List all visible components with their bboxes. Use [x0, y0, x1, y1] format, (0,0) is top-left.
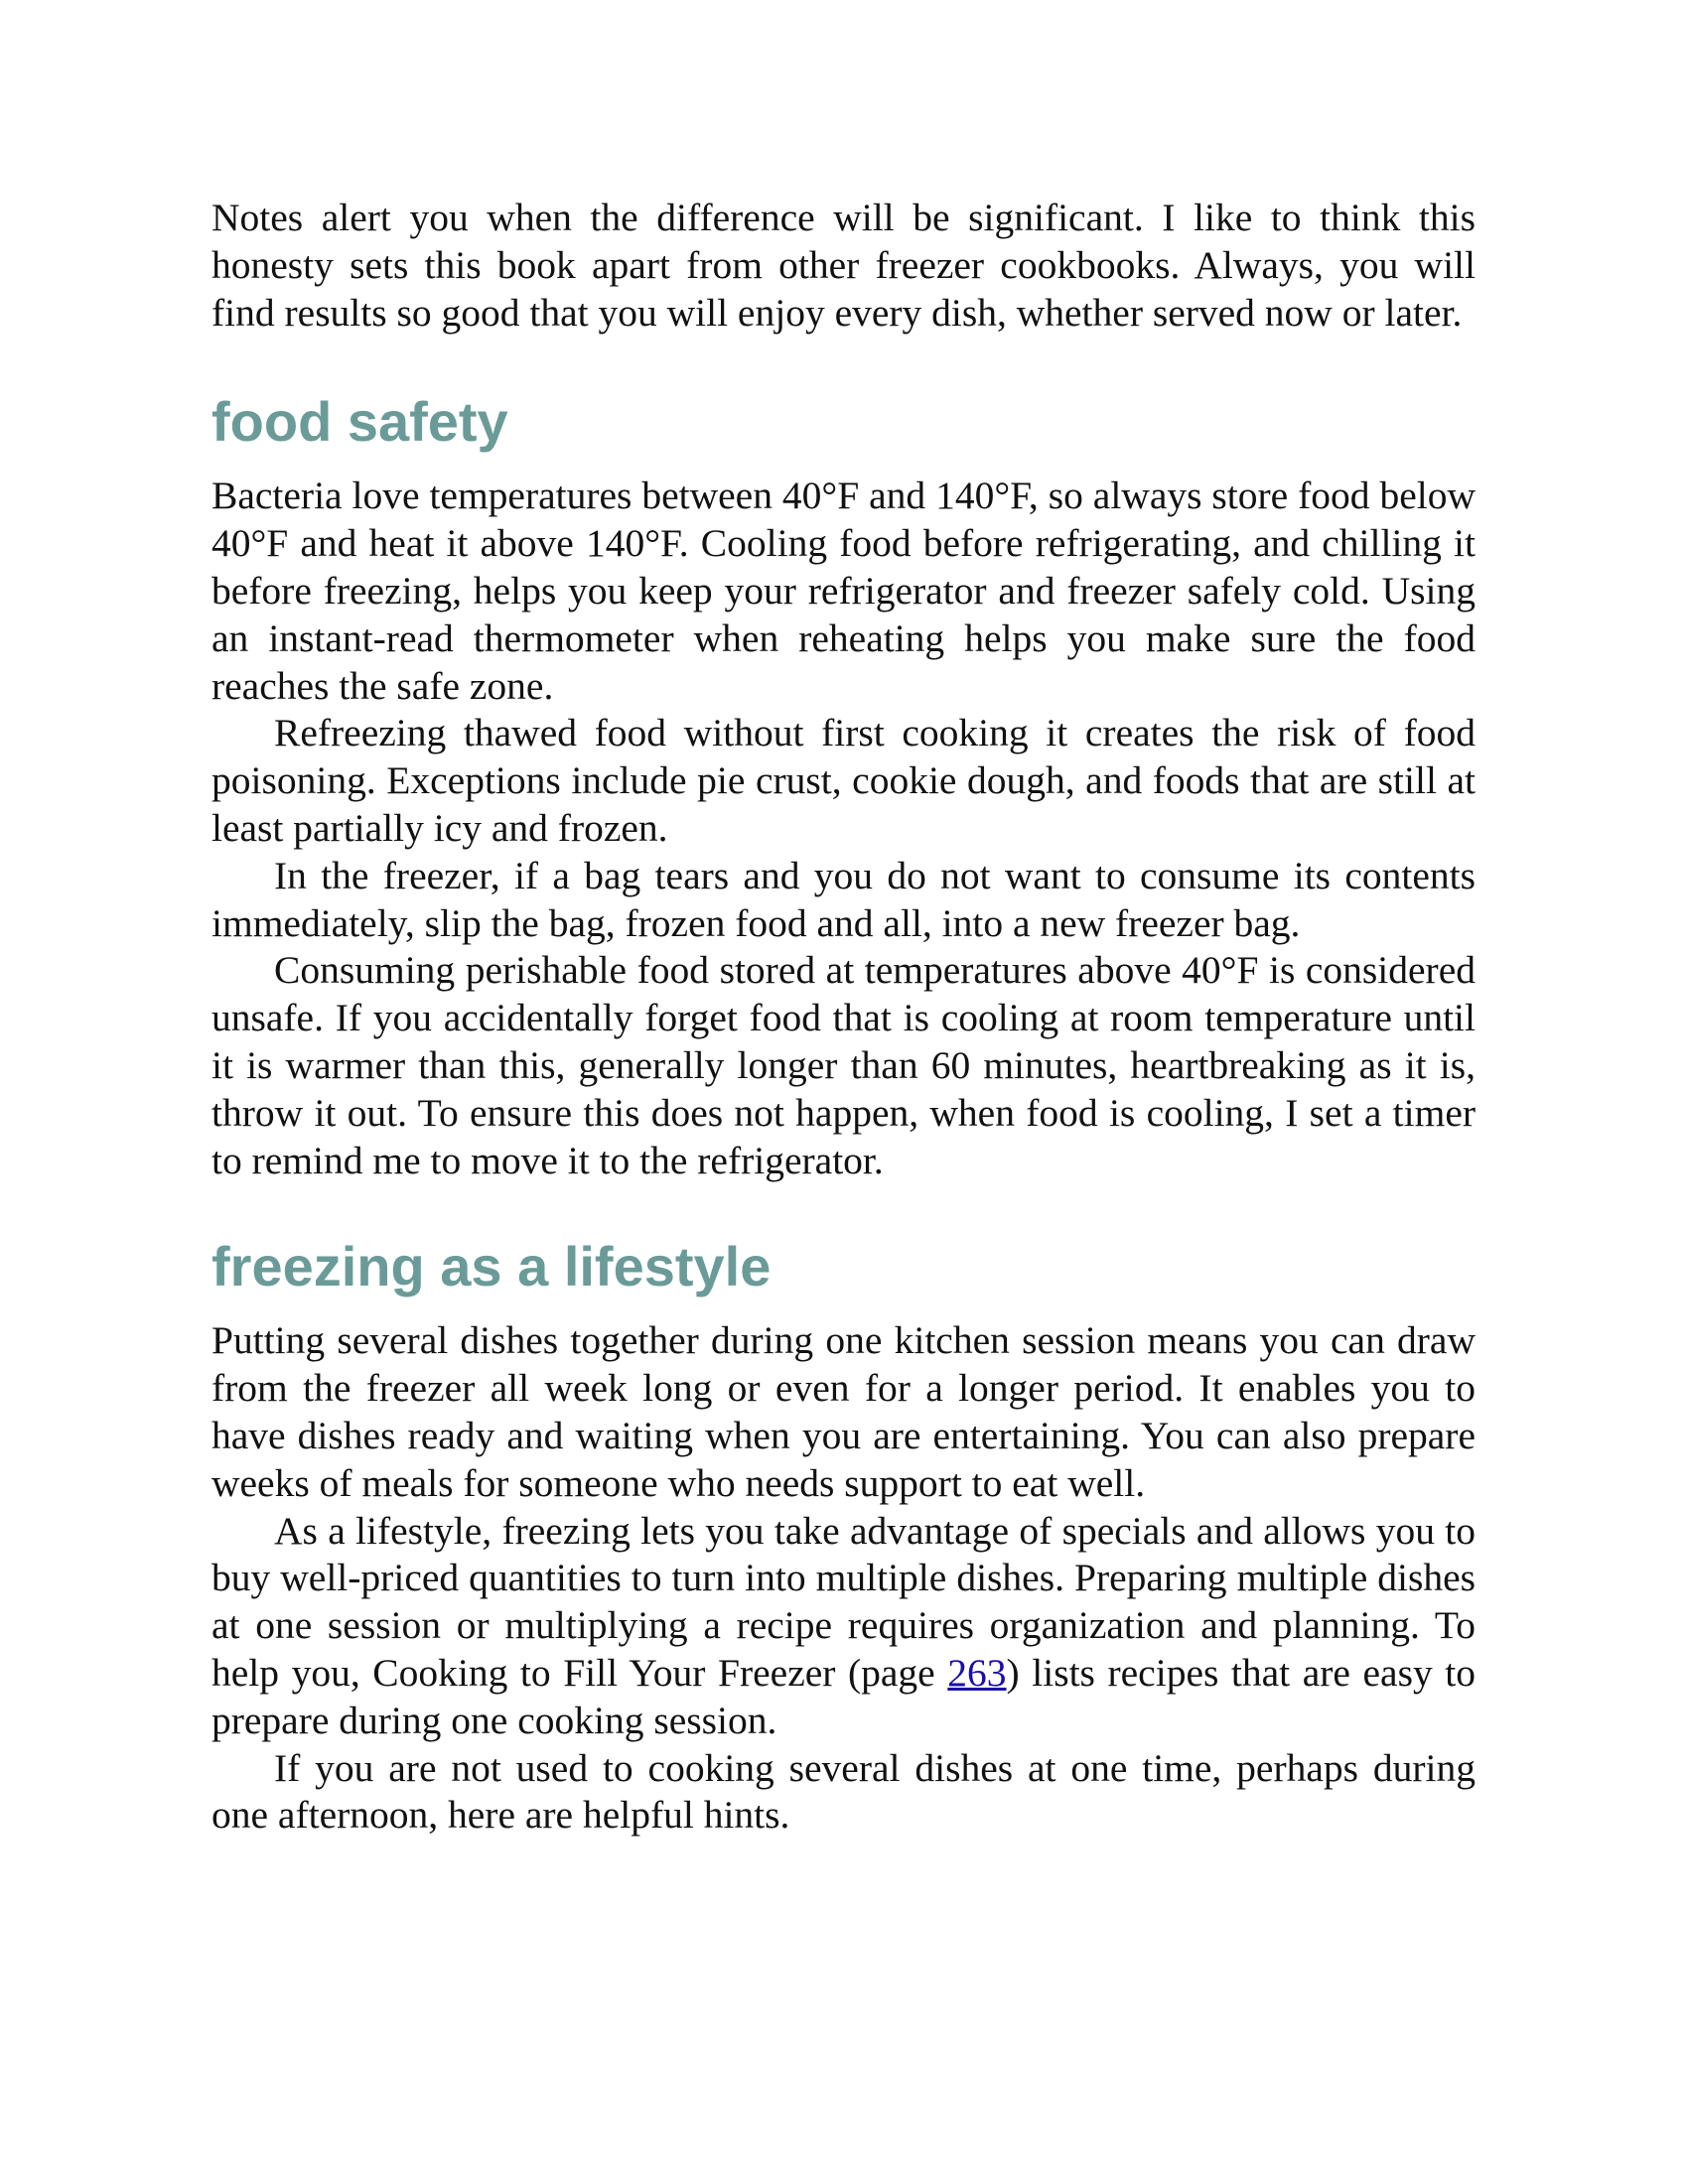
lifestyle-paragraph-3: If you are not used to cooking several dishes at one time, perhaps during one afternoon, here are helpful hints.: [211, 1745, 1476, 1838]
food-safety-paragraph-3: In the freezer, if a bag tears and you do not want to consume its contents immediately, slip the bag, frozen food and all, into a new freezer bag.: [211, 853, 1476, 945]
intro-paragraph: Notes alert you when the difference will be significant. I like to think this honesty sets this book apart from other freezer cookbooks. Always, you will find results so good that you will enjoy every dish, whether served now or later.: [211, 196, 1476, 335]
lifestyle-paragraph-1: Putting several dishes together during one kitchen session means you can draw from the freezer all week long or even for a longer period. It enables you to have dishes ready and waiting when you are entertaining. You can also prepare weeks of meals for someone who needs support to eat well.: [211, 1318, 1476, 1505]
lifestyle-paragraph-2-text-before: As a lifestyle, freezing lets you take advantage of specials and allows you to buy well-priced quantities to turn into multiple dishes. Preparing multiple dishes at one session or multiplying a recipe requires organization and planning. To help you, Cooking to Fill Your Freezer (page: [211, 1508, 1476, 1695]
lifestyle-heading: freezing as a lifestyle: [211, 1235, 772, 1298]
food-safety-paragraph-2: Refreezing thawed food without first cooking it creates the risk of food poisoning. Exceptions include pie crust, cookie dough, and foods that are still at least partially icy and frozen.: [211, 711, 1476, 850]
food-safety-heading: food safety: [211, 390, 508, 454]
lifestyle-paragraph-2-text-after: ) lists recipes that are easy to prepare during one cooking session.: [211, 1650, 1476, 1742]
page-content: [211, 195, 1476, 1840]
food-safety-paragraph-1: Bacteria love temperatures between 40°F and 140°F, so always store food below 40°F and heat it above 140°F. Cooling food before refrigerating, and chilling it before freezing, helps you keep your refrigerator and freezer safely cold. Using an instant-read thermometer when reheating helps you make sure the food reaches the safe zone.: [211, 474, 1476, 708]
page-263-link[interactable]: 263: [947, 1650, 1007, 1695]
lifestyle-paragraph-2: [211, 1508, 1476, 1745]
food-safety-paragraph-4: Consuming perishable food stored at temperatures above 40°F is considered unsafe. If you accidentally forget food that is cooling at room temperature until it is warmer than this, generally longer than 60 minutes, heartbreaking as it is, throw it out. To ensure this does not happen, when food is cooling, I set a timer to remind me to move it to the refrigerator.: [211, 948, 1476, 1182]
